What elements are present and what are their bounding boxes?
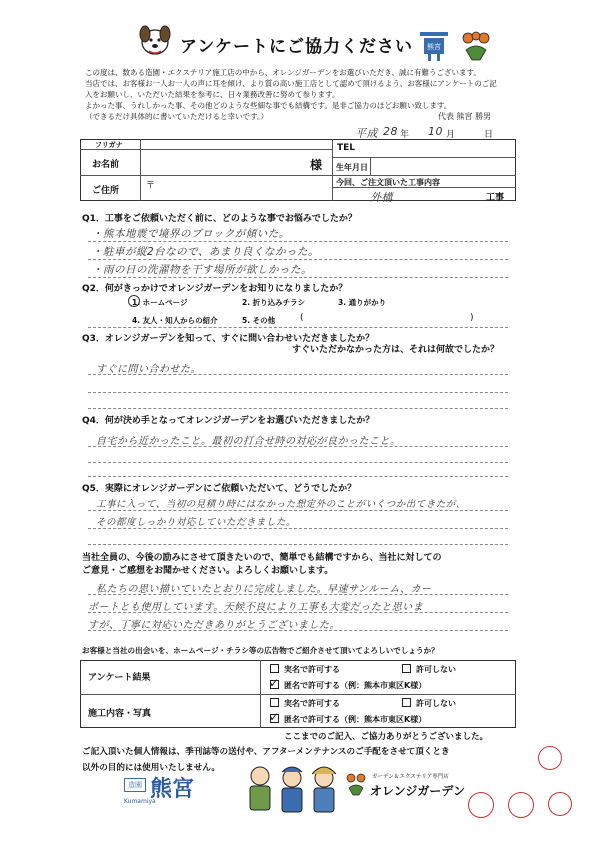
name-suffix: 様 [310, 158, 323, 172]
date-day-label: 日 [484, 130, 494, 140]
publish-row-2-label: 施工内容・写真 [88, 709, 152, 719]
intro-line-5: （できるだけ具体的に書いていただけると幸いです。） [85, 112, 269, 121]
name-label: お名前 [92, 160, 120, 170]
publish-question: お客様と当社の出会いを、ホームページ・チラシ等の広告物でご紹介させて頂いてよろしいでしょうか？ [82, 646, 439, 655]
row2-anonymous-check-icon: ✓ [269, 710, 280, 724]
q2-other-paren-close: ) [470, 313, 474, 323]
staff-answer-1: 私たちの思い描いていたとおりに完成しました。早速サンルーム、カー [96, 584, 432, 595]
row1-real-name-checkbox[interactable] [270, 664, 279, 673]
q1-answer-1: ・熊本地震で境界のブロックが傾いた。 [92, 228, 290, 240]
staff-answer-3: すが、丁寧に対応いただきありがとうございました。 [88, 620, 340, 631]
q1-answer-3: ・雨の日の洗濯物を干す場所が欲しかった。 [92, 264, 312, 276]
work-suffix: 工事 [486, 193, 505, 203]
row2-real-name-checkbox[interactable] [270, 698, 279, 707]
orange-tree-icon [458, 28, 494, 62]
orange-garden-tagline: ガーデン＆エクステリア専門店 [372, 774, 449, 780]
publish-row-1-label: アンケート結果 [88, 673, 151, 683]
birth-label: 生年月日 [336, 163, 368, 172]
q2-option-passing[interactable]: 3. 通りがかり [338, 298, 387, 307]
ceo-signature: 代表 熊宮 勝男 [438, 112, 492, 121]
row2-deny-checkbox[interactable] [402, 698, 411, 707]
row1-anonymous-check-icon: ✓ [269, 676, 280, 690]
dog-mascot-icon [134, 22, 176, 58]
address-postal-prefix: 〒 [146, 181, 156, 191]
q2-option-other[interactable]: 5. その他 [242, 316, 276, 325]
date-era: 平成 [355, 127, 378, 140]
staff-illustration-icon [242, 760, 342, 818]
row2-deny-label: 許可しない [416, 699, 456, 708]
approval-stamp-4 [548, 792, 572, 816]
work-content-label: 今回、ご注文頂いた工事内容 [336, 178, 440, 187]
furigana-label: フリガナ [95, 141, 123, 149]
work-content-value: 外構 [370, 191, 393, 204]
staff-msg-line-1: 当社全員の、今後の励みにさせて頂きたいので、簡単でも結構ですから、当社に対しての [82, 553, 442, 563]
privacy-line-1: ご記入頂いた個人情報は、季刊誌等の送付や、アフターメンテナンスのご手配をさせて頂くとき [82, 747, 450, 757]
q5-answer-1: 工事に入って、当初の見積り時にはなかった想定外のことがいくつか出てきたが、 [96, 499, 466, 510]
intro-line-3: 入をお願いし、いただいた結果を参考に、日々業務改善に努めて参ります。 [85, 90, 340, 99]
q1-answer-2: ・駐車が縦2台なので、あまり良くなかった。 [92, 246, 319, 258]
row2-real-name-label: 実名で許可する [284, 699, 340, 708]
date-month-label: 月 [446, 130, 456, 140]
orange-garden-logo-icon [344, 770, 368, 796]
q2-option-flyer[interactable]: 2. 折り込みチラシ [242, 298, 306, 307]
row1-real-name-label: 実名で許可する [284, 665, 340, 674]
q1-label: Q1．工事をご依頼いただく前に、どのような事でお悩みでしたか？ [82, 214, 357, 224]
date-year-label: 年 [400, 130, 410, 140]
svg-text:熊宮: 熊宮 [427, 43, 441, 51]
orange-garden-name: オレンジガーデン [370, 784, 466, 798]
row1-deny-label: 許可しない [416, 665, 456, 674]
intro-line-2: 当店では、お客様お一人お一人の声に耳を傾け、より質の高い施工店として認めて頂けるよう、お客様にアンケートのご記 [85, 79, 497, 88]
intro-line-4: よかった事、うれしかった事、その他どのような些細な事でも結構です。是非ご協力のほどお願い致します。 [85, 101, 452, 110]
date-year: 28 [383, 125, 398, 138]
kumamiya-logo-badge: 造園 [124, 778, 146, 792]
kumamiya-logo [124, 772, 242, 812]
approval-stamp-2 [468, 792, 494, 818]
q3-label: Q3．オレンジガーデンを知って、すぐに問い合わせいただきましたか？ [82, 334, 375, 344]
q4-answer: 自宅から近かったこと。最初の打合せ時の対応が良かったこと。 [96, 436, 401, 447]
tel-label: TEL [337, 143, 356, 153]
privacy-line-2: 以外の目的には使用いたしません。 [82, 763, 221, 773]
approval-stamp-3 [508, 792, 534, 818]
approval-stamp-1 [538, 746, 562, 770]
staff-answer-2: ポートとも使用しています。天候不良により工事も大変だったと思いま [88, 602, 424, 613]
row1-anonymous-label: 匿名で許可する（例：熊本市東区K様） [284, 681, 427, 690]
closing-thanks: ここまでのご記入、ご協力ありがとうございました。 [284, 732, 489, 742]
intro-line-1: この度は、数ある造園・エクステリア施工店の中から、オレンジガーデンをお選びいただき、誠に有難うございます。 [85, 68, 481, 77]
q2-option-homepage[interactable]: 1. ホームページ [132, 298, 188, 307]
row2-anonymous-label: 匿名で許可する（例：熊本市東区K様） [284, 715, 427, 724]
q3-sublabel: すぐいただかなかった方は、それは何故でしたか？ [292, 345, 500, 355]
q2-other-paren-open: ( [300, 313, 304, 323]
shrine-logo-icon [418, 28, 450, 62]
kumamiya-logo-sub: Kumamiya [124, 798, 156, 805]
q2-label: Q2．何がきっかけでオレンジガーデンをお知りになりましたか？ [82, 284, 348, 294]
date-month: 10 [428, 125, 443, 138]
q4-label: Q4．何が決め手となってオレンジガーデンをお選びいただきましたか？ [82, 416, 375, 426]
kumamiya-logo-text: 熊宮 [150, 777, 195, 802]
q3-answer: すぐに問い合わせた。 [96, 364, 201, 375]
q5-answer-2: その都度しっかり対応していただきました。 [96, 517, 297, 528]
staff-msg-line-2: ご意見・ご感想をお聞かせください。よろしくお願いします。 [82, 566, 334, 576]
q2-option-referral[interactable]: 4. 友人・知人からの紹介 [132, 316, 218, 325]
row1-deny-checkbox[interactable] [402, 664, 411, 673]
page-title: アンケートにご協力ください [180, 37, 413, 57]
q5-label: Q5．実際にオレンジガーデンにご依頼いただいて、どうでしたか？ [82, 484, 357, 494]
address-label: ご住所 [92, 186, 120, 196]
